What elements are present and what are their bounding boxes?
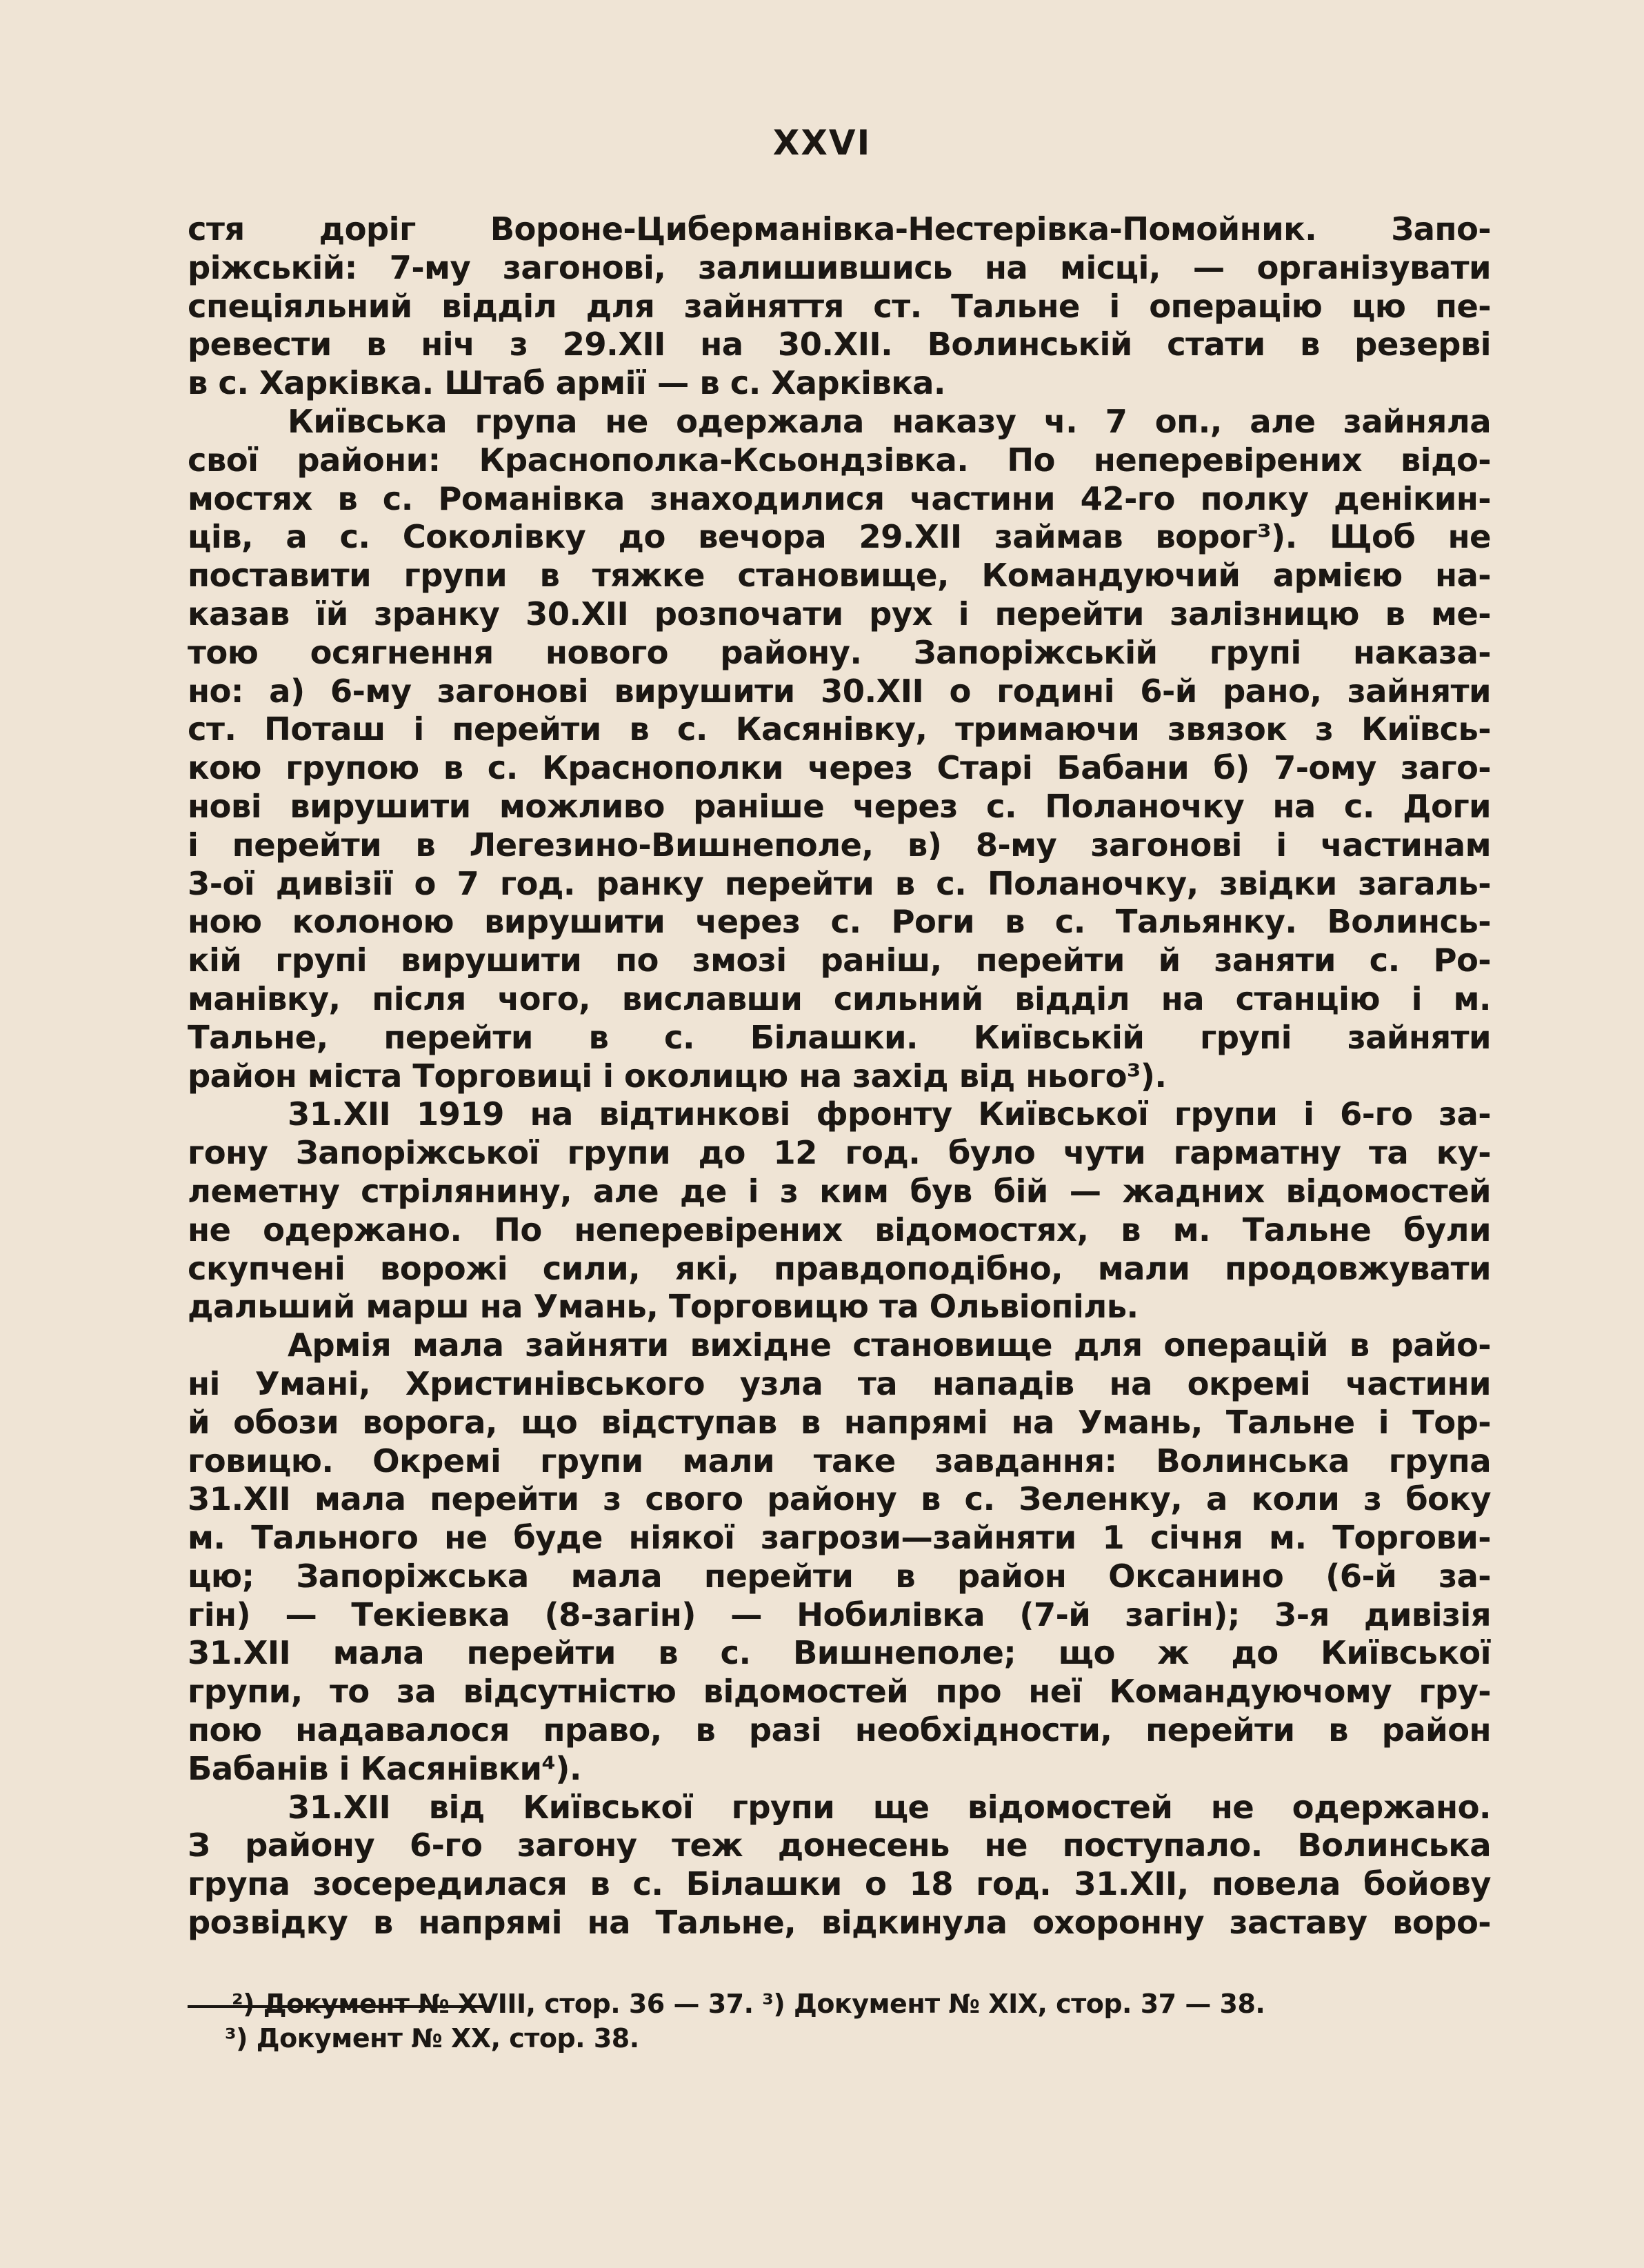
text-line: ців, а с. Соколівку до вечора 29.XII займав ворог³). Щоб не — [188, 518, 1491, 556]
text-line: Бабанів і Касянівки⁴). — [188, 1749, 582, 1787]
text-line: і перейти в Легезино-Вишнеполе, в) 8-му загонові і частинам — [188, 826, 1491, 864]
text-line: кій групі вирушити по змозі раніш, перейти й заняти с. Ро- — [188, 942, 1491, 979]
text-line: 3-ої дивізії о 7 год. ранку перейти в с. Поланочку, звідки загаль- — [188, 864, 1491, 902]
text-line: казав їй зранку 30.XII розпочати рух і перейти залізницю в ме- — [188, 595, 1491, 633]
text-line: ріжській: 7-му загонові, залишившись на місці, — організувати — [188, 248, 1491, 286]
text-line: 31.XII мала перейти в с. Вишнеполе; що ж до Київської — [188, 1634, 1491, 1672]
text-line: говицю. Окремі групи мали таке завдання: Волинська група — [188, 1442, 1491, 1480]
text-line: дальший марш на Умань, Торговицю та Ольвіопіль. — [188, 1288, 1139, 1326]
text-line: район міста Торговиці і околицю на захід від нього³). — [188, 1057, 1167, 1095]
body-text — [188, 210, 1491, 1942]
text-line: гону Запоріжської групи до 12 год. було чути гарматну та ку- — [188, 1134, 1491, 1172]
text-line: но: а) 6-му загонові вирушити 30.XII о годині 6-й рано, зайняти — [188, 672, 1491, 710]
text-line: скупчені ворожі сили, які, правдоподібно, мали продовжувати — [188, 1249, 1491, 1287]
text-line: групи, то за відсутністю відомостей про неї Командуючому гру- — [188, 1673, 1491, 1711]
text-line: поставити групи в тяжке становище, Командуючий армією на- — [188, 557, 1491, 595]
text-line: ною колоною вирушити через с. Роги в с. Тальянку. Волинсь- — [188, 903, 1491, 941]
text-line: цю; Запоріжська мала перейти в район Оксанино (6-й за- — [188, 1557, 1491, 1595]
text-line: Тальне, перейти в с. Білашки. Київській групі зайняти — [188, 1018, 1491, 1056]
text-line: пою надавалося право, в разі необхідности, перейти в район — [188, 1711, 1491, 1749]
text-line: манівку, після чого, виславши сильний відділ на станцію і м. — [188, 979, 1491, 1017]
text-line: 31.XII 1919 на відтинкові фронту Київської групи і 6-го за- — [288, 1095, 1491, 1133]
text-line: З району 6-го загону теж донесень не поступало. Волинська — [188, 1827, 1491, 1864]
text-line: гін) — Текіевка (8-загін) — Нобилівка (7-й загін); 3-я дивізія — [188, 1595, 1491, 1633]
text-line: ревести в ніч з 29.XII на 30.XII. Волинській стати в резерві — [188, 326, 1491, 364]
text-line: 31.XII мала перейти з свого району в с. Зеленку, а коли з боку — [188, 1480, 1491, 1518]
footnotes — [225, 1987, 1459, 2056]
text-line: група зосередилася в с. Білашки о 18 год. 31.XII, повела бойову — [188, 1865, 1491, 1903]
footnote-line: ²) Документ № XVIII, стор. 36 — 37. ³) Документ № XIX, стор. 37 — 38. — [232, 1989, 1265, 2019]
text-line: ст. Поташ і перейти в с. Касянівку, тримаючи звязок з Київсь- — [188, 710, 1491, 748]
text-line: леметну стрілянину, але де і з ким був бій — жадних відомостей — [188, 1172, 1491, 1210]
text-line: м. Тального не буде ніякої загрози—зайняти 1 січня м. Торгови- — [188, 1519, 1491, 1557]
text-line: тою осягнення нового району. Запоріжській групі наказа- — [188, 633, 1491, 671]
page-number: XXVI — [772, 123, 872, 163]
text-line: свої райони: Краснополка-Ксьондзівка. По неперевірених відо- — [188, 441, 1491, 479]
text-line: нові вирушити можливо раніше через с. Поланочку на с. Доги — [188, 787, 1491, 825]
text-line: розвідку в напрямі на Тальне, відкинула охоронну заставу воро- — [188, 1904, 1491, 1942]
text-line: в с. Харківка. Штаб армії — в с. Харківка. — [188, 364, 945, 402]
text-line: Київська група не одержала наказу ч. 7 оп., але зайняла — [288, 402, 1491, 440]
text-line: Армія мала зайняти вихідне становище для операцій в райо- — [288, 1326, 1491, 1364]
text-line: 31.XII від Київської групи ще відомостей не одержано. — [288, 1788, 1491, 1826]
footnote-line: ³) Документ № XX, стор. 38. — [225, 2023, 639, 2053]
text-line: стя доріг Вороне-Циберманівка-Нестерівка-Помойник. Запо- — [188, 210, 1491, 248]
text-line: не одержано. По неперевірених відомостях, в м. Тальне були — [188, 1211, 1491, 1249]
text-line: й обози ворога, що відступав в напрямі на Умань, Тальне і Тор- — [188, 1403, 1491, 1441]
text-line: мостях в с. Романівка знаходилися частини 42-го полку денікин- — [188, 479, 1491, 517]
text-line: спеціяльний відділ для зайняття ст. Тальне і операцію цю пе- — [188, 287, 1491, 325]
text-line: кою групою в с. Краснополки через Старі Бабани б) 7-ому заго- — [188, 749, 1491, 787]
text-line: ні Умані, Христинівського узла та нападів на окремі частини — [188, 1364, 1491, 1402]
